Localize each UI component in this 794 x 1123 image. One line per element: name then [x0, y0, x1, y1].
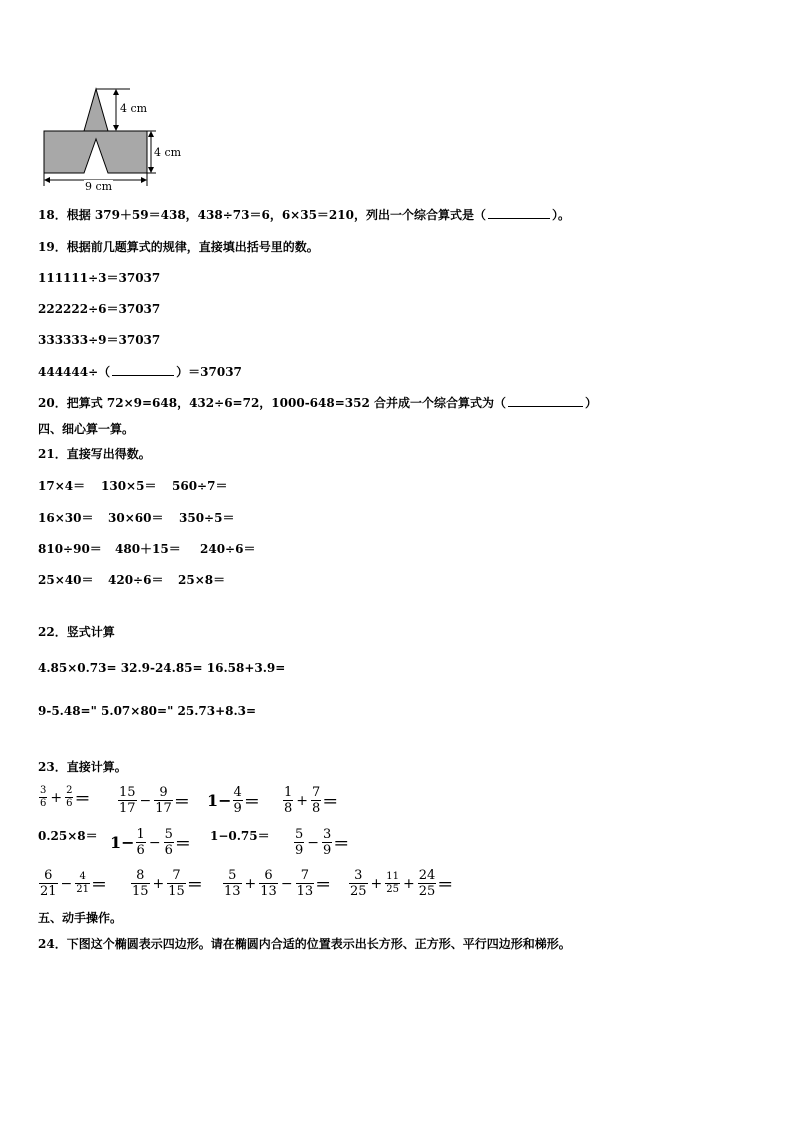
- q21-item: 560÷7＝: [172, 479, 228, 493]
- fraction: [154, 785, 173, 816]
- denominator: 25: [386, 884, 400, 895]
- q21-item: 25×40＝: [38, 573, 94, 587]
- operator: +: [50, 789, 63, 806]
- equals-sign: ＝: [243, 792, 260, 811]
- equals-sign: ＝: [174, 834, 191, 853]
- denominator: 6: [164, 843, 173, 858]
- operator: +: [296, 792, 309, 809]
- numerator: 3: [323, 827, 332, 842]
- fraction: [39, 868, 58, 899]
- q23-r3-c: [222, 868, 331, 899]
- numerator: 7: [172, 868, 181, 883]
- fraction: [39, 785, 47, 810]
- numerator: 3: [40, 785, 47, 796]
- denominator: 9: [295, 843, 304, 858]
- denominator: 17: [119, 801, 136, 816]
- numerator: 9: [159, 785, 168, 800]
- q21-item: 16×30＝: [38, 511, 94, 525]
- fraction: [349, 868, 368, 899]
- question-23-title: 23．直接计算。: [38, 760, 127, 774]
- fraction: [136, 827, 146, 858]
- fraction: [294, 827, 304, 858]
- q21-row-4: [38, 572, 225, 588]
- expression-text: 1−: [207, 791, 232, 810]
- numerator: 6: [44, 868, 53, 883]
- numerator: 7: [312, 785, 321, 800]
- numerator: 4: [79, 871, 86, 882]
- q21-item: 25×8＝: [178, 573, 226, 587]
- q21-item: 17×4＝: [38, 479, 86, 493]
- q23-r3-d: [348, 868, 453, 899]
- q18-text-end: ）。: [551, 208, 570, 222]
- section-4-heading: 四、细心算一算。: [38, 422, 135, 436]
- operator: −: [307, 834, 320, 851]
- fraction: [65, 785, 73, 810]
- denominator: 25: [418, 884, 436, 899]
- numerator: 3: [354, 868, 363, 883]
- q20-answer-blank[interactable]: [508, 395, 583, 407]
- expression-text: 1−0.75＝: [210, 829, 270, 843]
- denominator: 8: [284, 801, 293, 816]
- q19-line-2: 222222÷6＝37037: [38, 302, 161, 316]
- question-19-title: 19．根据前几题算式的规律，直接填出括号里的数。: [38, 240, 319, 254]
- equals-sign: ＝: [91, 875, 108, 894]
- q23-r1-d: [282, 785, 338, 816]
- q19-answer-blank[interactable]: [112, 364, 174, 376]
- fraction: [118, 785, 137, 816]
- q23-r1-c: [207, 785, 260, 816]
- dim-label-top: 4 cm: [120, 102, 148, 115]
- q19-last-text: 444444÷（: [38, 365, 111, 379]
- q23-r2-a: [38, 827, 98, 844]
- operator: +: [244, 875, 257, 892]
- q21-item: 130×5＝: [101, 479, 157, 493]
- denominator: 13: [260, 884, 277, 899]
- expression-text: 1−: [110, 833, 135, 852]
- denominator: 6: [136, 843, 145, 858]
- q20-text-end: ）: [585, 396, 598, 410]
- q21-item: 810÷90＝: [38, 542, 102, 556]
- fraction: [164, 827, 174, 858]
- q23-r1-b: [117, 785, 190, 816]
- denominator: 13: [296, 884, 314, 899]
- question-24: 24．下图这个椭圆表示四边形。请在椭圆内合适的位置表示出长方形、正方形、平行四边形和梯形。: [38, 937, 571, 951]
- numerator: 5: [228, 868, 237, 883]
- denominator: 25: [350, 884, 367, 899]
- fraction: [259, 868, 278, 899]
- denominator: 8: [312, 801, 321, 816]
- q21-item: 240÷6＝: [200, 542, 256, 556]
- q22-line-1: 4.85×0.73= 32.9-24.85= 16.58+3.9=: [38, 661, 286, 675]
- q23-r2-c: [210, 827, 270, 844]
- operator: +: [370, 875, 383, 892]
- fraction: [233, 785, 243, 816]
- question-18: [38, 207, 570, 223]
- numerator: 11: [386, 871, 400, 882]
- expression-text: 0.25×8＝: [38, 829, 98, 843]
- q21-item: 480＋15＝: [115, 542, 181, 556]
- q21-item: 350÷5＝: [179, 511, 235, 525]
- denominator: 6: [66, 798, 73, 809]
- section-5-heading: 五、动手操作。: [38, 911, 123, 925]
- denominator: 21: [40, 884, 57, 899]
- numerator: 24: [418, 868, 436, 883]
- equals-sign: ＝: [186, 875, 203, 894]
- q19-last-end: ）＝37037: [176, 365, 242, 379]
- denominator: 15: [168, 884, 185, 899]
- operator: +: [152, 875, 165, 892]
- fraction: [75, 871, 90, 896]
- denominator: 21: [76, 884, 90, 895]
- q21-item: 30×60＝: [108, 511, 164, 525]
- denominator: 13: [224, 884, 241, 899]
- q21-row-3: [38, 541, 255, 557]
- numerator: 15: [119, 785, 136, 800]
- fraction: [418, 868, 437, 899]
- trapezoid-triangle-diagram: [40, 84, 190, 196]
- fraction: [167, 868, 186, 899]
- q19-line-1: 111111÷3＝37037: [38, 271, 161, 285]
- fraction: [223, 868, 242, 899]
- operator: −: [139, 792, 152, 809]
- denominator: 9: [233, 801, 242, 816]
- fraction: [322, 827, 332, 858]
- equals-sign: ＝: [315, 875, 332, 894]
- q23-r1-a: [38, 785, 91, 810]
- operator: −: [280, 875, 293, 892]
- numerator: 8: [136, 868, 145, 883]
- fraction: [131, 868, 150, 899]
- fraction: [311, 785, 321, 816]
- operator: −: [60, 875, 73, 892]
- equals-sign: ＝: [74, 789, 91, 808]
- q22-line-2: 9-5.48=" 5.07×80=" 25.73+8.3=: [38, 704, 257, 718]
- numerator: 6: [264, 868, 273, 883]
- q21-row-1: [38, 478, 227, 494]
- denominator: 9: [323, 843, 332, 858]
- geometry-figure: [40, 84, 190, 196]
- q18-answer-blank[interactable]: [488, 207, 550, 219]
- q23-r2-b: [110, 827, 191, 858]
- numerator: 7: [300, 868, 309, 883]
- q21-row-2: [38, 510, 234, 526]
- q19-line-4: [38, 364, 242, 380]
- question-21-title: 21．直接写出得数。: [38, 447, 151, 461]
- numerator: 5: [295, 827, 304, 842]
- q20-text: 20．把算式 72×9=648，432÷6=72，1000-648=352 合并成一个综合算式为（: [38, 396, 507, 410]
- operator: +: [403, 875, 415, 892]
- question-20: [38, 395, 597, 411]
- fraction: [296, 868, 315, 899]
- numerator: 1: [284, 785, 293, 800]
- numerator: 1: [136, 827, 145, 842]
- fraction: [385, 871, 400, 896]
- q23-r3-a: [38, 868, 107, 899]
- equals-sign: ＝: [173, 792, 190, 811]
- q18-text: 18．根据 379＋59＝438，438÷73＝6，6×35＝210，列出一个综合算式是（: [38, 208, 486, 222]
- denominator: 15: [132, 884, 149, 899]
- dim-label-bottom: 9 cm: [85, 180, 113, 193]
- dim-label-right: 4 cm: [154, 146, 182, 159]
- q21-item: 420÷6＝: [108, 573, 164, 587]
- fraction: [283, 785, 293, 816]
- q23-r2-d: [293, 827, 349, 858]
- equals-sign: ＝: [322, 792, 339, 811]
- denominator: 17: [155, 801, 172, 816]
- numerator: 2: [66, 785, 73, 796]
- numerator: 4: [233, 785, 242, 800]
- q19-line-3: 333333÷9＝37037: [38, 333, 161, 347]
- q23-r3-b: [130, 868, 203, 899]
- numerator: 5: [164, 827, 173, 842]
- equals-sign: ＝: [437, 875, 454, 894]
- denominator: 6: [40, 798, 47, 809]
- equals-sign: ＝: [333, 834, 350, 853]
- operator: −: [148, 834, 161, 851]
- question-22-title: 22．竖式计算: [38, 625, 115, 639]
